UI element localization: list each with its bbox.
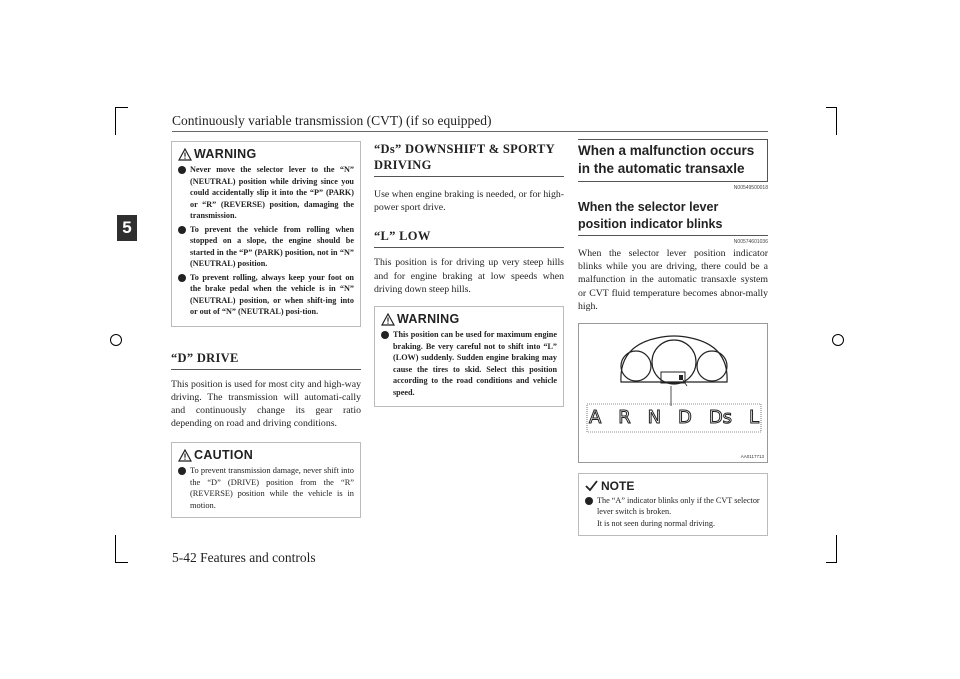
column-2	[374, 141, 564, 407]
figure-code: AA0117713	[740, 454, 764, 460]
indicator-letters	[589, 407, 759, 428]
list-item: To prevent the vehicle from rolling when stopped on a slope, the engine should be started in the “P” (PARK) position, not in “N” (NEUTRAL) position.	[178, 224, 354, 270]
crop-mark	[115, 535, 116, 563]
page-footer: 5-42 Features and controls	[172, 550, 316, 565]
instrument-cluster-icon	[579, 324, 767, 460]
warning-list	[178, 164, 354, 318]
bullet-icon	[585, 497, 593, 505]
list-item: To prevent rolling, always keep your foot on the brake pedal when the vehicle is in “N” (NEUTRAL) position, or when shift-ing into or out of “N” (NEUTRAL) posi-tion.	[178, 272, 354, 318]
indicator-d: D	[678, 407, 692, 429]
registration-mark	[110, 334, 122, 346]
list-item: The “A” indicator blinks only if the CVT selector lever switch is broken. It is not seen during normal driving.	[585, 495, 761, 529]
crop-mark	[826, 107, 837, 108]
crop-mark	[836, 535, 837, 563]
bullet-icon	[178, 467, 186, 475]
registration-mark	[832, 334, 844, 346]
crop-mark	[115, 107, 116, 135]
d-drive-body: This position is used for most city and high-way driving. The transmission will automati-cally and continuously change its gear ratio depending on road and driving conditions.	[171, 378, 361, 430]
warning-label: WARNING	[397, 312, 460, 327]
caution-triangle-icon	[178, 449, 192, 462]
crop-mark	[116, 562, 128, 563]
column-3	[578, 139, 768, 536]
blinks-body: When the selector lever position indicator blinks while you are driving, there could be a malfunction in the automatic transaxle system or CVT fluid temperature becomes abnor-mally high.	[578, 248, 768, 312]
pencil-check-icon	[585, 480, 598, 492]
warning-box-l	[374, 306, 564, 407]
crop-mark	[116, 107, 128, 108]
bullet-icon	[178, 226, 186, 234]
bullet-icon	[178, 166, 186, 174]
caution-list	[178, 465, 354, 511]
warning-box	[171, 141, 361, 327]
bullet-icon	[178, 274, 186, 282]
indicator-n: N	[647, 407, 662, 429]
note-box	[578, 473, 768, 536]
caution-box	[171, 442, 361, 518]
warning-label: WARNING	[194, 147, 257, 161]
chapter-tab: 5	[117, 215, 137, 241]
section-heading-ds: “Ds” DOWNSHIFT & SPORTY DRIVING	[374, 141, 564, 177]
section-heading-l-low: “L” LOW	[374, 228, 564, 248]
list-item: Never move the selector lever to the “N” (NEUTRAL) position while driving since you could accidentally slip it into the “P” (PARK) or “R” (REVERSE) position, damaging the transmission.	[178, 164, 354, 222]
caution-label: CAUTION	[194, 448, 254, 463]
l-low-body: This position is for driving up very steep hills and for engine braking at low speeds when driving down steep hills.	[374, 257, 564, 295]
column-1	[171, 141, 361, 518]
page-header-title: Continuously variable transmission (CVT) (if so equipped)	[172, 113, 492, 128]
list-item: This position can be used for maximum engine braking. Be very careful not to shift into “L” (LOW) suddenly. Sudden engine braking may cause the tires to skid. Select this position according to the road conditions and vehicle speed.	[381, 329, 557, 398]
section-heading-malfunction: When a malfunction occurs in the automatic transaxle	[578, 143, 755, 176]
indicator-a: A	[589, 407, 602, 429]
note-header	[585, 478, 761, 493]
section-heading-blinks: When the selector lever position indicator blinks	[578, 199, 768, 236]
note-list	[585, 495, 761, 529]
crop-mark	[836, 107, 837, 135]
bullet-icon	[381, 331, 389, 339]
warning-triangle-icon	[178, 148, 192, 161]
indicator-figure	[578, 323, 768, 463]
section-heading-d-drive: “D” DRIVE	[171, 350, 361, 370]
indicator-l: L	[748, 407, 759, 429]
warning-list	[381, 329, 557, 398]
doc-code: N00574601036	[733, 239, 768, 245]
header-rule	[172, 131, 768, 132]
warning-header	[381, 311, 557, 327]
caution-header	[178, 447, 354, 463]
warning-header	[178, 146, 354, 162]
crop-mark	[826, 562, 837, 563]
malfunction-heading-box	[578, 139, 768, 182]
indicator-r: R	[618, 407, 631, 429]
warning-triangle-icon	[381, 313, 395, 326]
doc-code: N00549500018	[733, 185, 768, 191]
ds-body: Use when engine braking is needed, or for high-power sport drive.	[374, 189, 564, 214]
indicator-ds: Ds	[708, 407, 733, 429]
note-label: NOTE	[601, 478, 635, 493]
list-item: To prevent transmission damage, never shift into the “D” (DRIVE) position from the “R” (REVERSE) position while the vehicle is in motion.	[178, 465, 354, 511]
